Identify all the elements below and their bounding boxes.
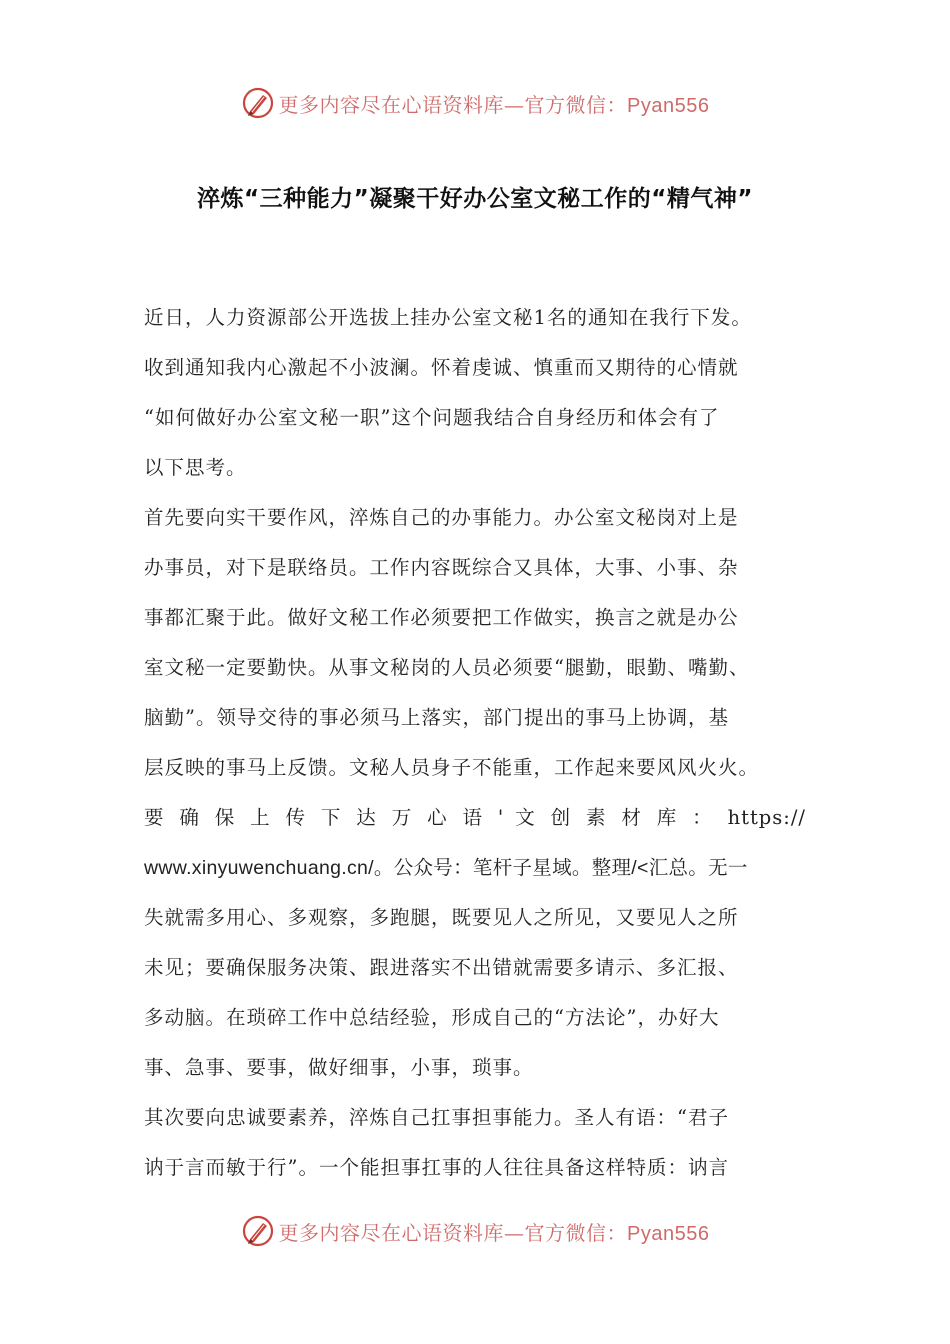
banner-wechat-id: Pyan556 <box>627 94 710 117</box>
paragraph-line: 事、急事、要事，做好细事，小事，琐事。 <box>144 1056 534 1079</box>
paragraph-line: 讷于言而敏于行”。一个能担事扛事的人往往具备这样特质：讷言 <box>144 1156 729 1179</box>
paragraph-line: 要 确 保 上 传 下 达 万 心 语 ' 文 创 素 材 库 ： https:// <box>144 806 806 829</box>
pen-nib-logo-icon <box>241 86 275 120</box>
paragraph-line: 多动脑。在琐碎工作中总结经验，形成自己的“方法论”，办好大 <box>144 1006 720 1029</box>
paragraph-line: 首先要向实干要作风，淬炼自己的办事能力。办公室文秘岗对上是 <box>144 506 739 529</box>
paragraph-line: www.xinyuwenchuang.cn/。公众号：笔杆子星域。整理/<汇总。无一 <box>144 857 748 879</box>
banner-wechat-id: Pyan556 <box>627 1222 710 1245</box>
paragraph-line: 室文秘一定要勤快。从事文秘岗的人员必须要“腿勤，眼勤、嘴勤、 <box>144 656 750 679</box>
document-body <box>144 293 844 1193</box>
paragraph-line: 近日，人力资源部公开选拔上挂办公室文秘1名的通知在我行下发。 <box>144 306 752 329</box>
paragraph-line: 其次要向忠诚要素养，淬炼自己扛事担事能力。圣人有语：“君子 <box>144 1106 729 1129</box>
paragraph-line: 层反映的事马上反馈。文秘人员身子不能重，工作起来要风风火火。 <box>144 756 760 779</box>
paragraph-line: 未见；要确保服务决策、跟进落实不出错就需要多请示、多汇报、 <box>144 956 739 979</box>
banner-text: 更多内容尽在心语资料库—官方微信：Pyan556 <box>278 1220 710 1245</box>
paragraph-line: 失就需多用心、多观察，多跑腿，既要见人之所见，又要见人之所 <box>144 906 739 929</box>
paragraph-line: 以下思考。 <box>144 456 247 479</box>
paragraph-line: 收到通知我内心激起不小波澜。怀着虔诚、慎重而又期待的心情就 <box>144 356 739 379</box>
pen-nib-logo-icon <box>241 1214 275 1248</box>
document-title: 淬炼“三种能力”凝聚干好办公室文秘工作的“精气神” <box>197 186 753 212</box>
footer-banner <box>0 1211 950 1251</box>
header-banner <box>0 83 950 123</box>
paragraph-line: “如何做好办公室文秘一职”这个问题我结合自身经历和体会有了 <box>144 406 720 429</box>
paragraph-line: 事都汇聚于此。做好文秘工作必须要把工作做实，换言之就是办公 <box>144 606 739 629</box>
paragraph-line: 办事员，对下是联络员。工作内容既综合又具体，大事、小事、杂 <box>144 556 739 579</box>
paragraph-line: 脑勤”。领导交待的事必须马上落实，部门提出的事马上协调，基 <box>144 706 729 729</box>
banner-text: 更多内容尽在心语资料库—官方微信：Pyan556 <box>278 92 710 117</box>
